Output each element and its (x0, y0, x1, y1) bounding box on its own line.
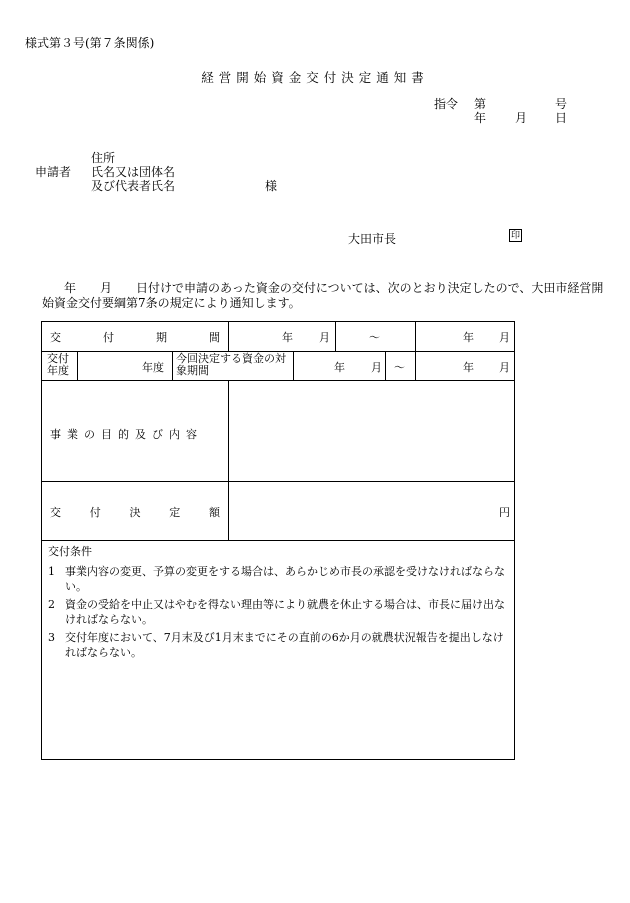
table-rule (42, 380, 514, 381)
current-end-month: 月 (499, 361, 510, 374)
reference-prefix: 指令 (434, 97, 459, 111)
honorific: 様 (265, 179, 278, 193)
table-rule (77, 351, 78, 380)
conditions-section (48, 544, 508, 663)
condition-number: 1 (48, 565, 55, 578)
applicant-name-label: 氏名又は団体名 (91, 165, 176, 179)
notice-body-text: 年 月 日付けで申請のあった資金の交付については、次のとおり決定したので、大田市経営開始資金交付要綱第7条の規定により通知します。 (42, 281, 604, 310)
seal-mark: 印 (510, 231, 520, 241)
table-rule (415, 322, 416, 380)
period-end-month: 月 (499, 331, 510, 344)
condition-text: 資金の受給を中止又はやむを得ない理由等により就農を休止する場合は、市長に届け出なければならない。 (65, 598, 505, 626)
decision-table (41, 321, 515, 760)
reference-dai: 第 (474, 97, 487, 111)
condition-item (48, 597, 508, 627)
document-title: 経営開始資金交付決定通知書 (201, 70, 429, 85)
condition-text: 事業内容の変更、予算の変更をする場合は、あらかじめ市長の承認を受けなければならない。 (65, 565, 505, 593)
current-start-year: 年 (334, 361, 345, 374)
condition-item (48, 630, 508, 660)
table-rule (42, 481, 514, 482)
period-label: 交 付 期 間 (50, 331, 220, 344)
applicant-representative-label: 及び代表者氏名 (91, 179, 176, 193)
current-start-month: 月 (371, 361, 382, 374)
condition-number: 2 (48, 598, 55, 611)
period-end-year: 年 (463, 331, 474, 344)
reference-day: 日 (555, 111, 568, 125)
period-start-year: 年 (282, 331, 293, 344)
fiscal-year-unit: 年度 (142, 361, 164, 374)
table-rule (293, 351, 294, 380)
table-rule (228, 380, 229, 540)
amount-label: 交 付 決 定 額 (50, 506, 220, 519)
condition-number: 3 (48, 631, 55, 644)
table-rule (42, 540, 514, 541)
applicant-address-label: 住所 (91, 151, 116, 165)
table-rule (228, 322, 229, 351)
applicant-label: 申請者 (35, 165, 72, 179)
issuer-name: 大田市長 (348, 232, 397, 246)
table-rule (385, 351, 386, 380)
period-tilde: ～ (369, 331, 380, 344)
reference-go: 号 (555, 97, 568, 111)
current-period-label: 今回決定する資金の対象期間 (176, 352, 286, 377)
reference-year: 年 (474, 111, 487, 125)
condition-item (48, 564, 508, 594)
conditions-title: 交付条件 (48, 545, 92, 558)
amount-yen: 円 (499, 506, 510, 519)
period-start-month: 月 (319, 331, 330, 344)
fiscal-year-label: 交付年度 (47, 352, 69, 377)
table-rule (335, 322, 336, 351)
table-rule (172, 351, 173, 380)
reference-month: 月 (515, 111, 528, 125)
current-end-year: 年 (463, 361, 474, 374)
current-tilde: ～ (394, 361, 405, 374)
form-number: 様式第３号(第７条関係) (25, 36, 155, 50)
condition-text: 交付年度において、7月末及び1月末までにその直前の6か月の就農状況報告を提出しなければならない。 (65, 631, 504, 659)
purpose-label: 事業の目的及び内容 (50, 428, 203, 441)
